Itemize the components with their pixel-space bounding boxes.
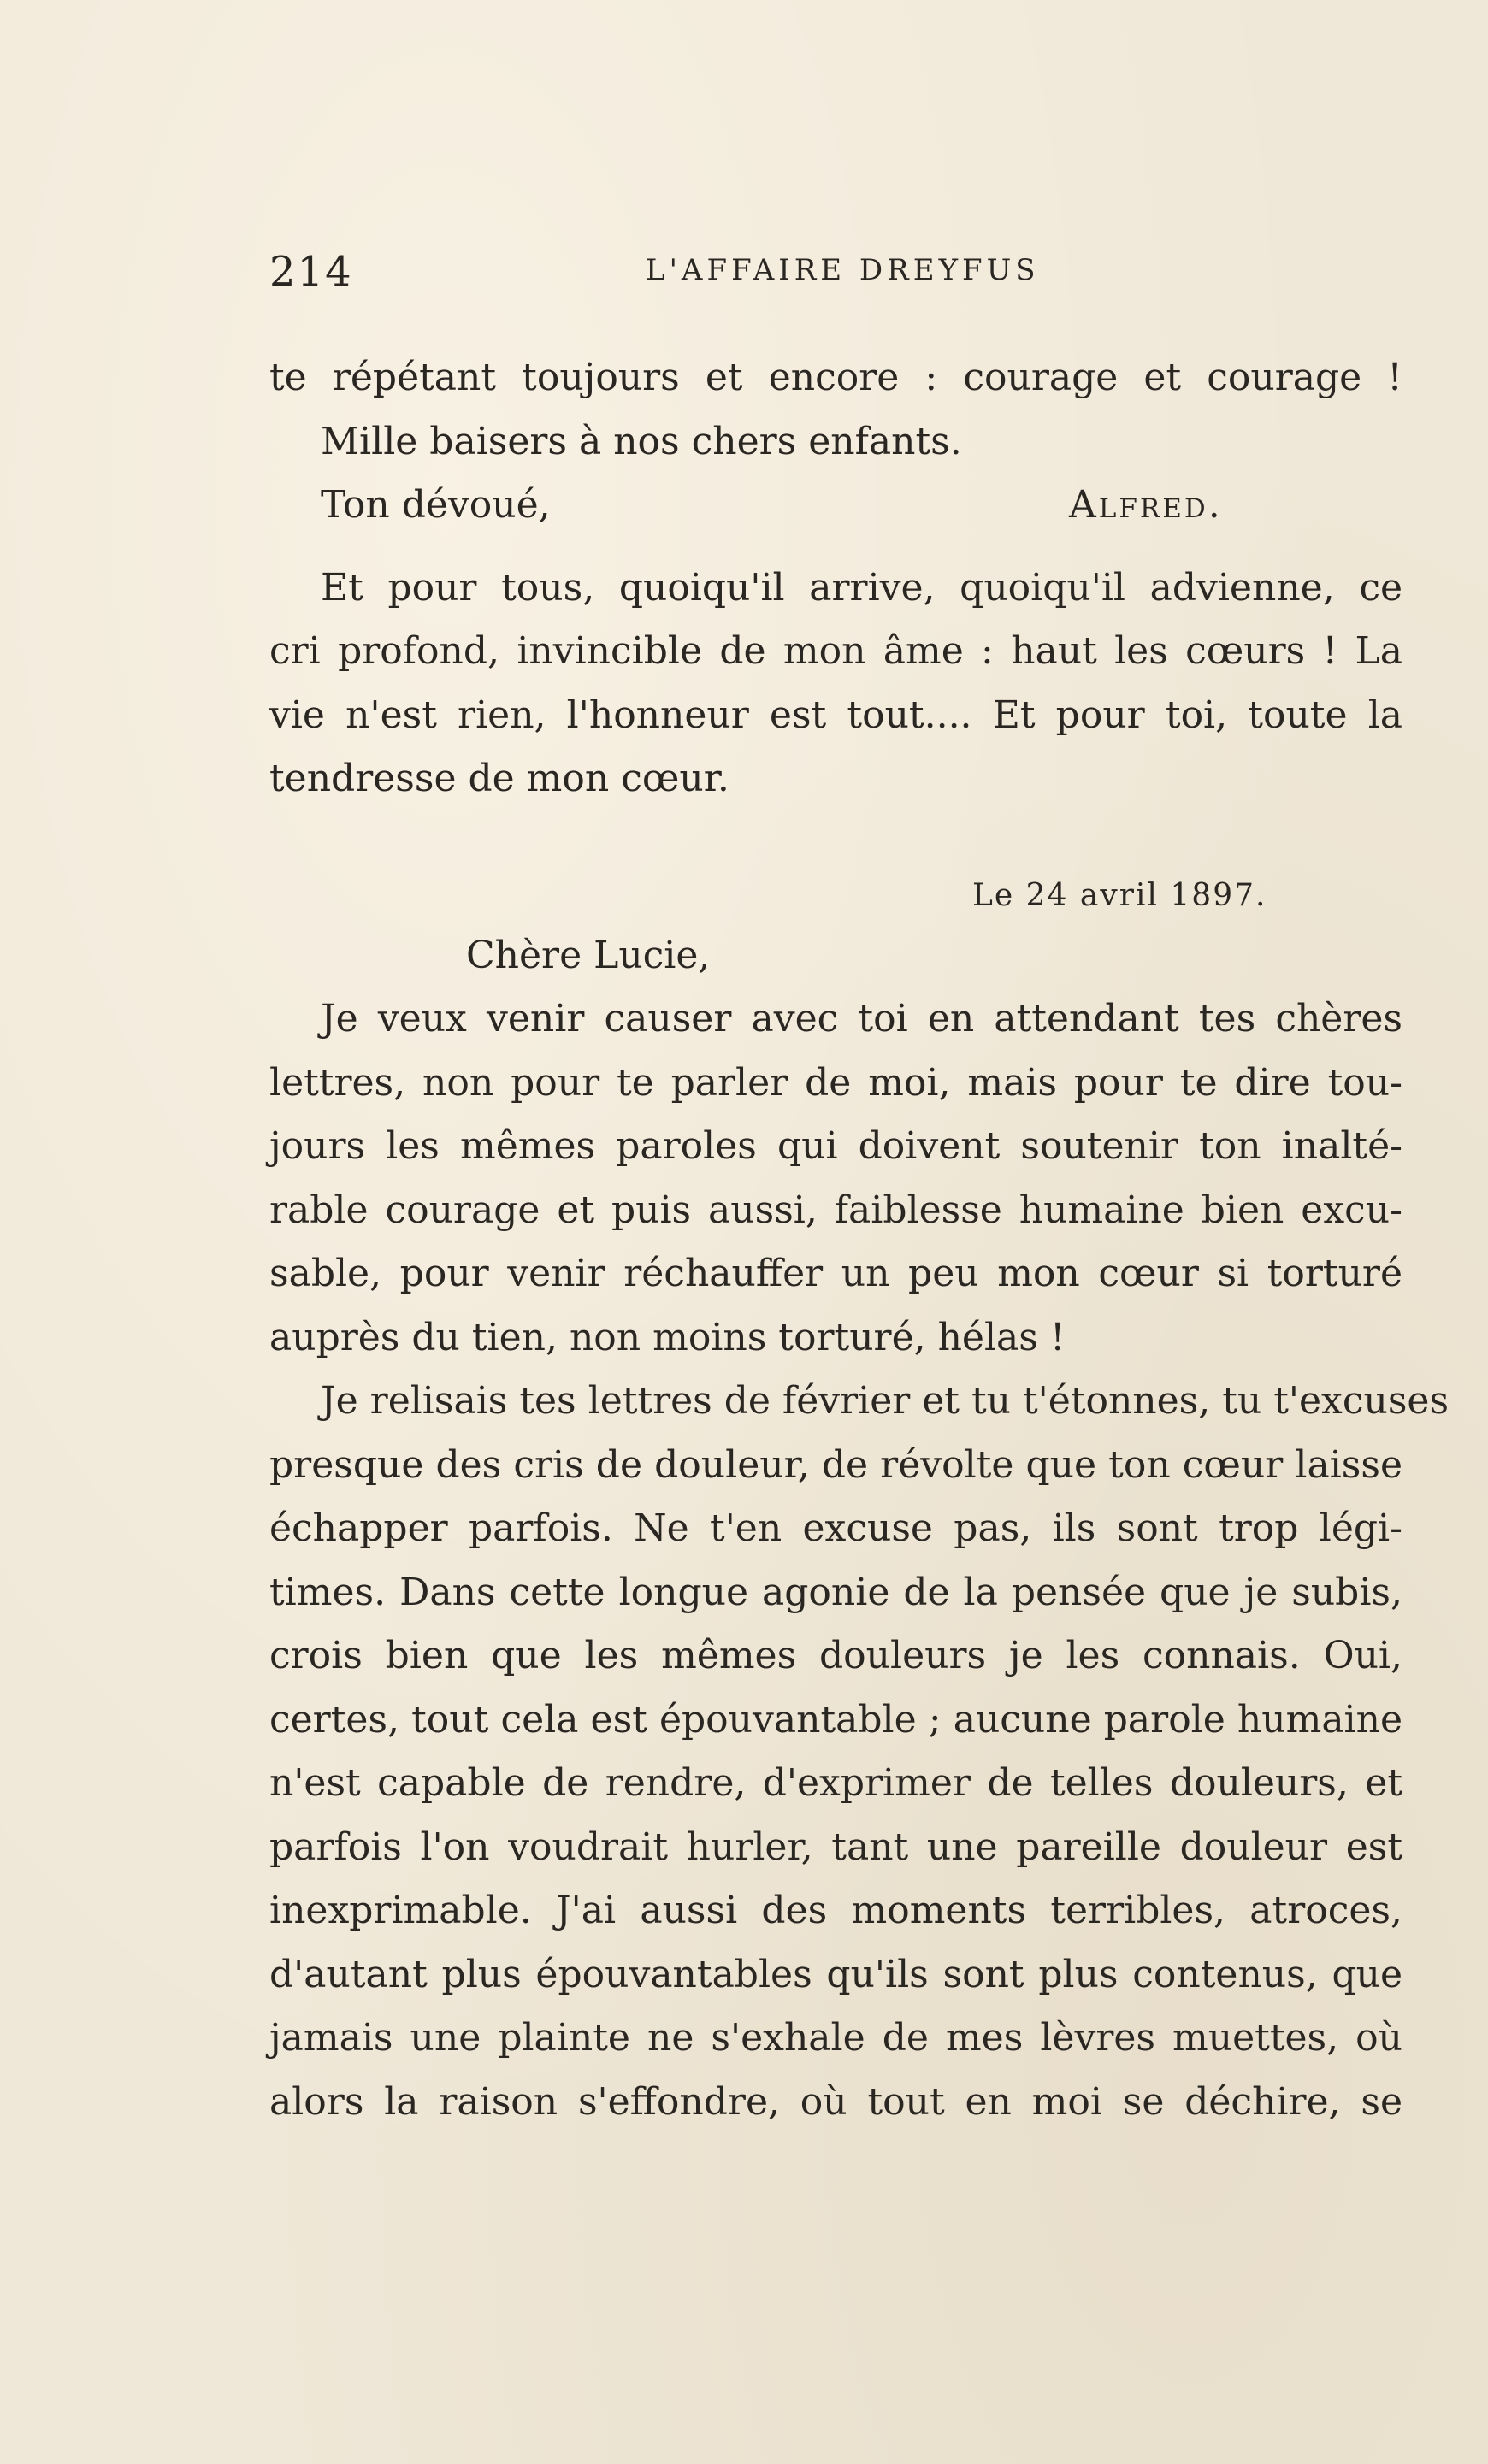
text-line: presque des cris de douleur, de révolte que ton cœur laisse	[269, 1442, 1402, 1487]
text-line: Mille baisers à nos chers enfants.	[321, 419, 962, 463]
letter-date: Le 24 avril 1897.	[972, 877, 1267, 913]
text-line: tendresse de mon cœur.	[269, 757, 729, 800]
text-line: Je relisais tes lettres de février et tu t'étonnes, tu t'excuses	[321, 1379, 1450, 1423]
letter-salutation: Chère Lucie,	[466, 933, 711, 977]
body-text	[269, 346, 1450, 2134]
paragraph	[269, 987, 1402, 1370]
running-title: L'AFFAIRE DREYFUS	[646, 253, 1040, 287]
text-line: times. Dans cette longue agonie de la pensée que je subis,	[269, 1570, 1402, 1614]
paragraph	[269, 1370, 1450, 2134]
text-line: rable courage et puis aussi, faiblesse humaine bien excu-	[269, 1188, 1402, 1232]
signoff-line	[269, 474, 1402, 538]
text-line: crois bien que les mêmes douleurs je les connais. Oui,	[269, 1634, 1402, 1677]
text-line: Et pour tous, quoiqu'il arrive, quoiqu'il advienne, ce	[321, 565, 1402, 610]
text-line: alors la raison s'effondre, où tout en moi se déchire, se	[269, 2079, 1402, 2124]
text-line: jours les mêmes paroles qui doivent soutenir ton inalté-	[269, 1124, 1402, 1168]
paragraph	[269, 557, 1402, 811]
signature: Alfred.	[1069, 483, 1223, 527]
section-gap	[269, 811, 1402, 864]
text-line: d'autant plus épouvantables qu'ils sont plus contenus, que	[269, 1952, 1402, 1996]
text-line: cri profond, invincible de mon âme : haut les cœurs ! La	[269, 629, 1402, 673]
text-line: n'est capable de rendre, d'exprimer de telles douleurs, et	[269, 1761, 1402, 1805]
text-line: Je veux venir causer avec toi en attendant tes chères	[321, 997, 1402, 1040]
text-line: auprès du tien, non moins torturé, hélas !	[269, 1315, 1066, 1359]
text-line: lettres, non pour te parler de moi, mais pour te dire tou-	[269, 1060, 1402, 1105]
text-line: sable, pour venir réchauffer un peu mon cœur si torturé	[269, 1252, 1402, 1295]
text-line: parfois l'on voudrait hurler, tant une pareille douleur est	[269, 1824, 1402, 1869]
running-head	[269, 248, 1402, 299]
text-line: inexprimable. J'ai aussi des moments terribles, atroces,	[269, 1889, 1402, 1932]
page-number: 214	[269, 248, 353, 296]
text-line: certes, tout cela est épouvantable ; aucune parole humaine	[269, 1697, 1402, 1742]
paragraph-gap	[269, 538, 1402, 557]
text-line: te répétant toujours et encore : courage et courage !	[269, 356, 1402, 399]
text-line: échapper parfois. Ne t'en excuse pas, ils sont trop légi-	[269, 1506, 1402, 1550]
text-line: jamais une plainte ne s'exhale de mes lèvres muettes, où	[269, 2016, 1402, 2060]
text-line: vie n'est rien, l'honneur est tout.... Et pour toi, toute la	[269, 693, 1402, 737]
valediction: Ton dévoué,	[321, 483, 551, 527]
